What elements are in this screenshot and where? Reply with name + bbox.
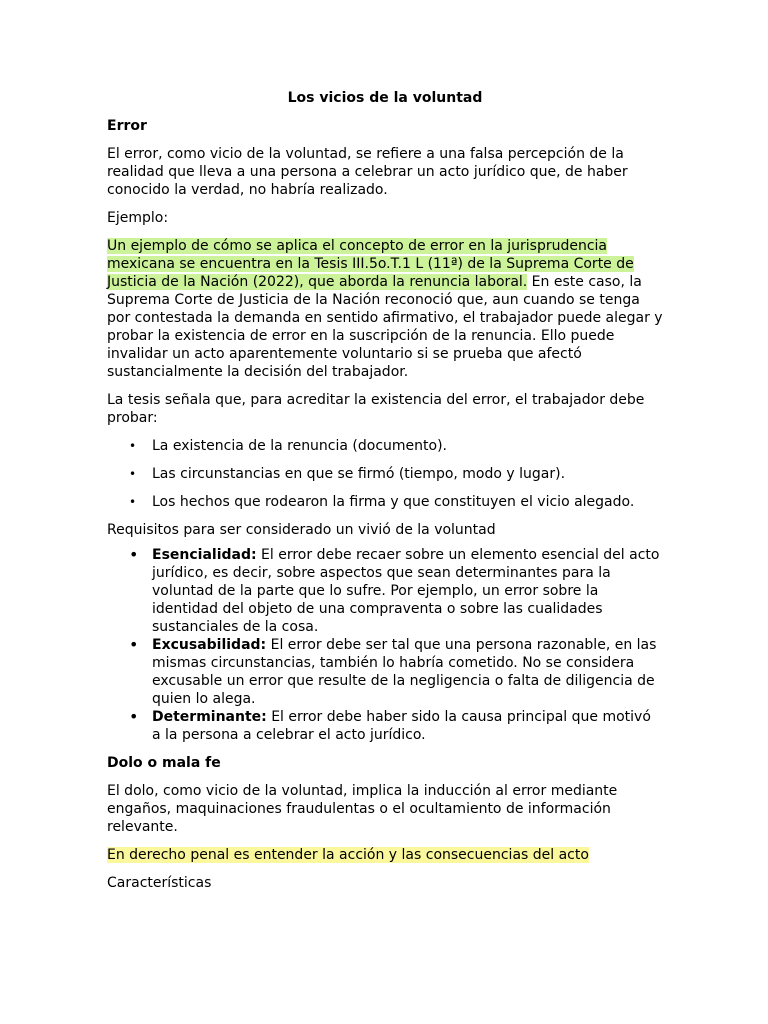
example-label: Ejemplo: bbox=[107, 210, 169, 226]
example-paragraph bbox=[107, 237, 663, 381]
example-highlighted-text: Un ejemplo de cómo se aplica el concepto de error en la jurisprudencia mexicana se encuentra en la Tesis III.5o.T.1 L (11ª) de la Suprema Corte de Justicia de la Nación (2022), que aborda la renuncia laboral. bbox=[107, 238, 634, 290]
bullet-icon: • bbox=[129, 545, 139, 564]
requirement-term: Excusabilidad: bbox=[152, 637, 267, 653]
dolo-definition-paragraph: El dolo, como vicio de la voluntad, implica la inducción al error mediante engaños, maquinaciones fraudulentas o el ocultamiento de información relevante. bbox=[107, 783, 618, 835]
requirement-text: El error debe recaer sobre un elemento esencial del acto jurídico, es decir, sobre aspectos que sean determinantes para la voluntad de la parte que lo sufre. Por ejemplo, un error sobre la identidad del objeto de una compraventa o sobre las cualidades sustanciales de la cosa. bbox=[152, 547, 660, 635]
requirements-list bbox=[107, 546, 663, 744]
list-item bbox=[107, 437, 663, 455]
bullet-icon: • bbox=[129, 495, 137, 509]
bullet-icon: • bbox=[129, 467, 137, 481]
penal-paragraph bbox=[107, 846, 663, 864]
example-rest-text: En este caso, la Suprema Corte de Justicia de la Nación reconoció que, aun cuando se tenga por contestada la demanda en sentido afirmativo, el trabajador puede alegar y probar la existencia de error en la suscripción de la renuncia. Ello puede invalidar un acto aparentemente voluntario si se prueba que afectó sustancialmente la decisión del trabajador. bbox=[107, 274, 663, 380]
requirement-term: Esencialidad: bbox=[152, 547, 257, 563]
list-item bbox=[107, 708, 663, 744]
requirements-intro: Requisitos para ser considerado un vivió de la voluntad bbox=[107, 522, 496, 538]
bullet-icon: • bbox=[129, 439, 137, 453]
list-item bbox=[107, 546, 663, 636]
requirement-text: El error debe haber sido la causa principal que motivó a la persona a celebrar el acto jurídico. bbox=[152, 709, 651, 743]
list-item bbox=[107, 493, 663, 511]
characteristics-label: Características bbox=[107, 875, 212, 891]
list-item bbox=[107, 465, 663, 483]
proof-list bbox=[107, 437, 663, 511]
penal-highlighted-text: En derecho penal es entender la acción y las consecuencias del acto bbox=[107, 847, 589, 863]
list-item bbox=[107, 636, 663, 708]
list-item-text: La existencia de la renuncia (documento). bbox=[152, 438, 447, 454]
requirement-text: El error debe ser tal que una persona razonable, en las mismas circunstancias, también lo habría cometido. No se considera excusable un error que resulte de la negligencia o falta de diligencia de quien lo alega. bbox=[152, 637, 657, 707]
document-title: Los vicios de la voluntad bbox=[287, 90, 483, 106]
list-item-text: Las circunstancias en que se firmó (tiempo, modo y lugar). bbox=[152, 466, 566, 482]
section-heading-error: Error bbox=[107, 118, 147, 134]
list-item-text: Los hechos que rodearon la firma y que constituyen el vicio alegado. bbox=[152, 494, 635, 510]
document-content bbox=[107, 89, 663, 902]
bullet-icon: • bbox=[129, 635, 139, 654]
requirement-term: Determinante: bbox=[152, 709, 267, 725]
tesis-intro-paragraph: La tesis señala que, para acreditar la existencia del error, el trabajador debe probar: bbox=[107, 392, 645, 426]
error-definition-paragraph: El error, como vicio de la voluntad, se refiere a una falsa percepción de la realidad que lleva a una persona a celebrar un acto jurídico que, de haber conocido la verdad, no habría realizado. bbox=[107, 146, 628, 198]
bullet-icon: • bbox=[129, 707, 139, 726]
section-heading-dolo: Dolo o mala fe bbox=[107, 755, 221, 771]
